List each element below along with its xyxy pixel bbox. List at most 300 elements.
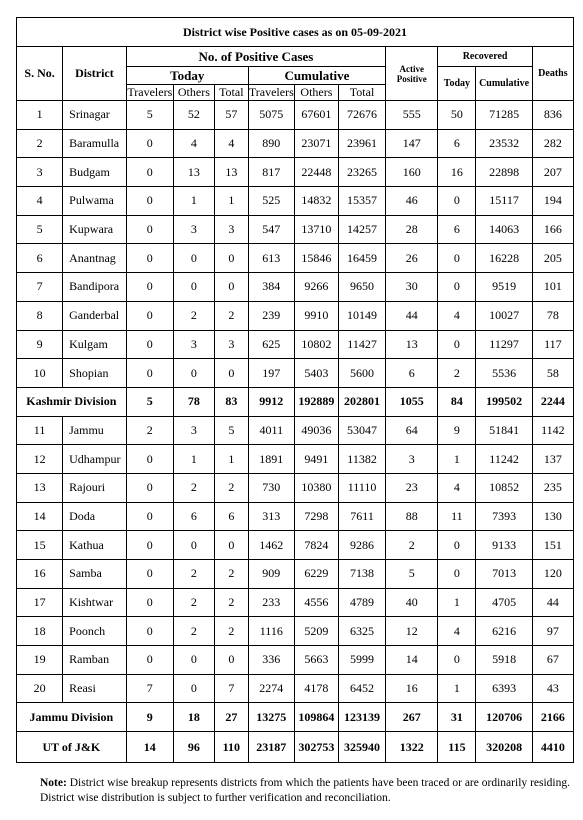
header-cumulative: Cumulative bbox=[248, 67, 385, 85]
table-cell: 23071 bbox=[294, 129, 338, 158]
table-cell: 2 bbox=[173, 560, 214, 589]
table-cell: 16 bbox=[438, 158, 476, 187]
table-cell: 9650 bbox=[338, 273, 385, 302]
table-cell: 890 bbox=[248, 129, 294, 158]
table-cell: 7393 bbox=[476, 502, 532, 531]
table-cell: 160 bbox=[386, 158, 438, 187]
table-cell: 130 bbox=[532, 502, 573, 531]
total-cell: 1322 bbox=[386, 732, 438, 763]
table-cell: 52 bbox=[173, 101, 214, 130]
total-label: Jammu Division bbox=[17, 703, 127, 732]
table-cell: 23265 bbox=[338, 158, 385, 187]
table-row bbox=[17, 215, 574, 244]
district-name: Srinagar bbox=[63, 101, 127, 130]
table-cell: 2 bbox=[214, 560, 248, 589]
district-name: Kishtwar bbox=[63, 588, 127, 617]
table-cell: 44 bbox=[532, 588, 573, 617]
table-cell: 0 bbox=[126, 215, 173, 244]
table-cell: 9 bbox=[17, 330, 63, 359]
table-cell: 0 bbox=[126, 445, 173, 474]
table-cell: 8 bbox=[17, 301, 63, 330]
total-cell: 109864 bbox=[294, 703, 338, 732]
table-cell: 0 bbox=[214, 273, 248, 302]
table-cell: 10852 bbox=[476, 473, 532, 502]
district-name: Doda bbox=[63, 502, 127, 531]
table-cell: 49036 bbox=[294, 416, 338, 445]
header-recovered-cumulative: Cumulative bbox=[476, 67, 532, 101]
table-cell: 4 bbox=[173, 129, 214, 158]
table-cell: 6 bbox=[438, 129, 476, 158]
table-cell: 0 bbox=[438, 646, 476, 675]
header-cum-others: Others bbox=[294, 85, 338, 101]
table-cell: 194 bbox=[532, 187, 573, 216]
table-cell: 2 bbox=[173, 588, 214, 617]
table-cell: 16 bbox=[17, 560, 63, 589]
table-cell: 137 bbox=[532, 445, 573, 474]
table-cell: 5 bbox=[126, 101, 173, 130]
total-label: UT of J&K bbox=[17, 732, 127, 763]
table-cell: 0 bbox=[126, 617, 173, 646]
table-cell: 13 bbox=[173, 158, 214, 187]
total-label: Kashmir Division bbox=[17, 387, 127, 416]
total-cell: 267 bbox=[386, 703, 438, 732]
table-cell: 15357 bbox=[338, 187, 385, 216]
table-cell: 7611 bbox=[338, 502, 385, 531]
table-cell: 11242 bbox=[476, 445, 532, 474]
table-cell: 72676 bbox=[338, 101, 385, 130]
positive-cases-table bbox=[16, 17, 574, 763]
table-row bbox=[17, 531, 574, 560]
table-cell: 16228 bbox=[476, 244, 532, 273]
total-cell: 2166 bbox=[532, 703, 573, 732]
table-cell: 205 bbox=[532, 244, 573, 273]
table-cell: 9 bbox=[438, 416, 476, 445]
table-cell: 15117 bbox=[476, 187, 532, 216]
table-cell: 1 bbox=[214, 445, 248, 474]
table-cell: 0 bbox=[173, 359, 214, 388]
table-cell: 13710 bbox=[294, 215, 338, 244]
table-cell: 5403 bbox=[294, 359, 338, 388]
footnote bbox=[40, 776, 570, 806]
table-cell: 0 bbox=[214, 359, 248, 388]
table-cell: 0 bbox=[126, 359, 173, 388]
table-cell: 5663 bbox=[294, 646, 338, 675]
table-cell: 0 bbox=[438, 531, 476, 560]
table-cell: 3 bbox=[214, 330, 248, 359]
table-cell: 2 bbox=[214, 617, 248, 646]
table-cell: 3 bbox=[173, 330, 214, 359]
table-cell: 0 bbox=[126, 502, 173, 531]
table-cell: 14257 bbox=[338, 215, 385, 244]
table-cell: 207 bbox=[532, 158, 573, 187]
header-recovered-today: Today bbox=[438, 67, 476, 101]
table-cell: 4 bbox=[17, 187, 63, 216]
table-cell: 0 bbox=[438, 330, 476, 359]
table-cell: 10802 bbox=[294, 330, 338, 359]
table-cell: 22898 bbox=[476, 158, 532, 187]
table-cell: 5209 bbox=[294, 617, 338, 646]
table-cell: 11382 bbox=[338, 445, 385, 474]
table-cell: 525 bbox=[248, 187, 294, 216]
table-cell: 19 bbox=[17, 646, 63, 675]
header-deaths: Deaths bbox=[532, 47, 573, 101]
total-cell: 14 bbox=[126, 732, 173, 763]
table-row bbox=[17, 617, 574, 646]
table-cell: 0 bbox=[173, 646, 214, 675]
table-cell: 5536 bbox=[476, 359, 532, 388]
table-cell: 6 bbox=[386, 359, 438, 388]
table-cell: 7 bbox=[126, 674, 173, 703]
table-cell: 14063 bbox=[476, 215, 532, 244]
total-cell: 123139 bbox=[338, 703, 385, 732]
table-cell: 2274 bbox=[248, 674, 294, 703]
table-cell: 1 bbox=[173, 445, 214, 474]
total-cell: 120706 bbox=[476, 703, 532, 732]
table-cell: 9491 bbox=[294, 445, 338, 474]
table-cell: 9910 bbox=[294, 301, 338, 330]
table-cell: 147 bbox=[386, 129, 438, 158]
table-cell: 0 bbox=[214, 531, 248, 560]
table-cell: 0 bbox=[214, 646, 248, 675]
total-cell: 84 bbox=[438, 387, 476, 416]
table-cell: 233 bbox=[248, 588, 294, 617]
table-cell: 2 bbox=[214, 473, 248, 502]
table-cell: 0 bbox=[126, 158, 173, 187]
table-cell: 1 bbox=[438, 674, 476, 703]
header-positive-cases: No. of Positive Cases bbox=[126, 47, 385, 67]
header-active-positive: Active Positive bbox=[386, 47, 438, 101]
table-cell: 10149 bbox=[338, 301, 385, 330]
table-cell: 1 bbox=[438, 588, 476, 617]
table-cell: 0 bbox=[438, 273, 476, 302]
table-cell: 166 bbox=[532, 215, 573, 244]
table-cell: 78 bbox=[532, 301, 573, 330]
table-cell: 64 bbox=[386, 416, 438, 445]
table-cell: 20 bbox=[17, 674, 63, 703]
ut-total-row bbox=[17, 732, 574, 763]
table-cell: 239 bbox=[248, 301, 294, 330]
total-cell: 110 bbox=[214, 732, 248, 763]
table-cell: 0 bbox=[126, 473, 173, 502]
table-cell: 3 bbox=[173, 416, 214, 445]
table-cell: 6 bbox=[214, 502, 248, 531]
table-cell: 6 bbox=[173, 502, 214, 531]
district-name: Ganderbal bbox=[63, 301, 127, 330]
header-sno: S. No. bbox=[17, 47, 63, 101]
table-cell: 16 bbox=[386, 674, 438, 703]
table-cell: 1 bbox=[173, 187, 214, 216]
district-name: Rajouri bbox=[63, 473, 127, 502]
table-cell: 1116 bbox=[248, 617, 294, 646]
table-cell: 0 bbox=[438, 244, 476, 273]
table-row bbox=[17, 416, 574, 445]
table-cell: 67601 bbox=[294, 101, 338, 130]
header-today-others: Others bbox=[173, 85, 214, 101]
total-cell: 192889 bbox=[294, 387, 338, 416]
total-cell: 78 bbox=[173, 387, 214, 416]
total-cell: 27 bbox=[214, 703, 248, 732]
table-cell: 58 bbox=[532, 359, 573, 388]
district-name: Baramulla bbox=[63, 129, 127, 158]
table-cell: 23532 bbox=[476, 129, 532, 158]
district-name: Samba bbox=[63, 560, 127, 589]
table-cell: 0 bbox=[173, 244, 214, 273]
total-cell: 4410 bbox=[532, 732, 573, 763]
table-cell: 26 bbox=[386, 244, 438, 273]
table-cell: 0 bbox=[173, 531, 214, 560]
table-cell: 101 bbox=[532, 273, 573, 302]
table-cell: 46 bbox=[386, 187, 438, 216]
table-cell: 817 bbox=[248, 158, 294, 187]
table-row bbox=[17, 674, 574, 703]
table-cell: 555 bbox=[386, 101, 438, 130]
table-cell: 9519 bbox=[476, 273, 532, 302]
table-cell: 2 bbox=[173, 301, 214, 330]
table-cell: 9133 bbox=[476, 531, 532, 560]
table-cell: 30 bbox=[386, 273, 438, 302]
table-cell: 730 bbox=[248, 473, 294, 502]
table-cell: 3 bbox=[17, 158, 63, 187]
table-cell: 14 bbox=[386, 646, 438, 675]
total-cell: 199502 bbox=[476, 387, 532, 416]
table-cell: 97 bbox=[532, 617, 573, 646]
table-cell: 6216 bbox=[476, 617, 532, 646]
table-cell: 88 bbox=[386, 502, 438, 531]
table-cell: 0 bbox=[173, 273, 214, 302]
table-cell: 0 bbox=[126, 129, 173, 158]
table-row bbox=[17, 101, 574, 130]
district-name: Jammu bbox=[63, 416, 127, 445]
table-cell: 0 bbox=[438, 560, 476, 589]
table-cell: 7138 bbox=[338, 560, 385, 589]
total-cell: 325940 bbox=[338, 732, 385, 763]
table-cell: 2 bbox=[173, 617, 214, 646]
table-row bbox=[17, 129, 574, 158]
note-text: District wise breakup represents districts from which the patients have been traced or are ordinarily residing. District wise distribution is subject to further verification and reconciliation. bbox=[40, 777, 570, 804]
table-cell: 2 bbox=[214, 588, 248, 617]
table-cell: 1891 bbox=[248, 445, 294, 474]
table-cell: 197 bbox=[248, 359, 294, 388]
table-cell: 2 bbox=[214, 301, 248, 330]
table-cell: 1 bbox=[17, 101, 63, 130]
jammu-division-total-row bbox=[17, 703, 574, 732]
table-cell: 4178 bbox=[294, 674, 338, 703]
total-cell: 302753 bbox=[294, 732, 338, 763]
total-cell: 115 bbox=[438, 732, 476, 763]
table-cell: 5 bbox=[386, 560, 438, 589]
table-cell: 1 bbox=[214, 187, 248, 216]
total-cell: 13275 bbox=[248, 703, 294, 732]
table-cell: 836 bbox=[532, 101, 573, 130]
table-cell: 3 bbox=[214, 215, 248, 244]
table-cell: 4 bbox=[438, 473, 476, 502]
table-cell: 11 bbox=[438, 502, 476, 531]
table-row bbox=[17, 588, 574, 617]
table-cell: 15 bbox=[17, 531, 63, 560]
table-row bbox=[17, 330, 574, 359]
table-row bbox=[17, 273, 574, 302]
table-cell: 5999 bbox=[338, 646, 385, 675]
total-cell: 18 bbox=[173, 703, 214, 732]
table-cell: 6393 bbox=[476, 674, 532, 703]
table-cell: 14 bbox=[17, 502, 63, 531]
table-cell: 6 bbox=[17, 244, 63, 273]
table-cell: 5 bbox=[214, 416, 248, 445]
header-district: District bbox=[63, 47, 127, 101]
table-cell: 4011 bbox=[248, 416, 294, 445]
table-cell: 151 bbox=[532, 531, 573, 560]
table-cell: 14832 bbox=[294, 187, 338, 216]
district-name: Kathua bbox=[63, 531, 127, 560]
table-cell: 16459 bbox=[338, 244, 385, 273]
table-cell: 1462 bbox=[248, 531, 294, 560]
header-cum-travelers: Travelers bbox=[248, 85, 294, 99]
table-cell: 0 bbox=[126, 646, 173, 675]
table-cell: 53047 bbox=[338, 416, 385, 445]
table-cell: 0 bbox=[173, 674, 214, 703]
total-cell: 2244 bbox=[532, 387, 573, 416]
district-name: Shopian bbox=[63, 359, 127, 388]
table-cell: 0 bbox=[126, 330, 173, 359]
table-cell: 1 bbox=[438, 445, 476, 474]
table-cell: 3 bbox=[173, 215, 214, 244]
table-cell: 23961 bbox=[338, 129, 385, 158]
header-today-travelers: Travelers bbox=[127, 85, 173, 99]
table-cell: 9286 bbox=[338, 531, 385, 560]
table-cell: 11427 bbox=[338, 330, 385, 359]
total-cell: 83 bbox=[214, 387, 248, 416]
table-row bbox=[17, 473, 574, 502]
district-name: Reasi bbox=[63, 674, 127, 703]
table-cell: 4789 bbox=[338, 588, 385, 617]
table-cell: 4 bbox=[438, 301, 476, 330]
table-cell: 909 bbox=[248, 560, 294, 589]
table-row bbox=[17, 445, 574, 474]
table-row bbox=[17, 244, 574, 273]
table-cell: 10380 bbox=[294, 473, 338, 502]
table-cell: 57 bbox=[214, 101, 248, 130]
district-name: Anantnag bbox=[63, 244, 127, 273]
table-cell: 43 bbox=[532, 674, 573, 703]
table-cell: 71285 bbox=[476, 101, 532, 130]
table-cell: 7013 bbox=[476, 560, 532, 589]
table-cell: 0 bbox=[126, 187, 173, 216]
table-cell: 117 bbox=[532, 330, 573, 359]
table-cell: 13 bbox=[214, 158, 248, 187]
header-today: Today bbox=[126, 67, 248, 85]
total-cell: 96 bbox=[173, 732, 214, 763]
table-cell: 10027 bbox=[476, 301, 532, 330]
table-cell: 40 bbox=[386, 588, 438, 617]
table-cell: 0 bbox=[126, 531, 173, 560]
table-row bbox=[17, 158, 574, 187]
table-cell: 12 bbox=[17, 445, 63, 474]
total-cell: 5 bbox=[126, 387, 173, 416]
table-cell: 13 bbox=[17, 473, 63, 502]
header-today-total: Total bbox=[214, 85, 248, 101]
table-cell: 11110 bbox=[338, 473, 385, 502]
table-cell: 2 bbox=[386, 531, 438, 560]
table-cell: 23 bbox=[386, 473, 438, 502]
table-cell: 12 bbox=[386, 617, 438, 646]
table-cell: 5600 bbox=[338, 359, 385, 388]
table-cell: 28 bbox=[386, 215, 438, 244]
total-cell: 9 bbox=[126, 703, 173, 732]
total-cell: 9912 bbox=[248, 387, 294, 416]
table-cell: 5 bbox=[17, 215, 63, 244]
table-cell: 2 bbox=[126, 416, 173, 445]
table-cell: 4705 bbox=[476, 588, 532, 617]
table-cell: 6325 bbox=[338, 617, 385, 646]
table-row bbox=[17, 187, 574, 216]
table-cell: 67 bbox=[532, 646, 573, 675]
table-cell: 13 bbox=[386, 330, 438, 359]
table-row bbox=[17, 359, 574, 388]
table-cell: 7824 bbox=[294, 531, 338, 560]
table-cell: 11297 bbox=[476, 330, 532, 359]
table-cell: 625 bbox=[248, 330, 294, 359]
table-cell: 282 bbox=[532, 129, 573, 158]
table-cell: 2 bbox=[173, 473, 214, 502]
district-name: Poonch bbox=[63, 617, 127, 646]
table-row bbox=[17, 301, 574, 330]
table-cell: 613 bbox=[248, 244, 294, 273]
table-cell: 4 bbox=[438, 617, 476, 646]
table-cell: 313 bbox=[248, 502, 294, 531]
table-cell: 0 bbox=[438, 187, 476, 216]
table-cell: 2 bbox=[17, 129, 63, 158]
table-cell: 547 bbox=[248, 215, 294, 244]
header-cum-total: Total bbox=[338, 85, 385, 101]
total-cell: 23187 bbox=[248, 732, 294, 763]
district-name: Kupwara bbox=[63, 215, 127, 244]
table-cell: 17 bbox=[17, 588, 63, 617]
table-cell: 5075 bbox=[248, 101, 294, 130]
note-label: Note: bbox=[40, 777, 67, 789]
district-name: Budgam bbox=[63, 158, 127, 187]
table-cell: 10 bbox=[17, 359, 63, 388]
table-cell: 120 bbox=[532, 560, 573, 589]
table-cell: 7 bbox=[214, 674, 248, 703]
table-cell: 7 bbox=[17, 273, 63, 302]
header-recovered: Recovered bbox=[438, 47, 532, 67]
table-cell: 336 bbox=[248, 646, 294, 675]
table-row bbox=[17, 502, 574, 531]
table-cell: 51841 bbox=[476, 416, 532, 445]
kashmir-division-total-row bbox=[17, 387, 574, 416]
table-cell: 6452 bbox=[338, 674, 385, 703]
table-cell: 22448 bbox=[294, 158, 338, 187]
district-name: Ramban bbox=[63, 646, 127, 675]
table-cell: 4 bbox=[214, 129, 248, 158]
table-cell: 6229 bbox=[294, 560, 338, 589]
total-cell: 320208 bbox=[476, 732, 532, 763]
table-cell: 4556 bbox=[294, 588, 338, 617]
table-title: District wise Positive cases as on 05-09-2021 bbox=[17, 18, 574, 47]
table-cell: 5918 bbox=[476, 646, 532, 675]
table-cell: 0 bbox=[126, 301, 173, 330]
total-cell: 202801 bbox=[338, 387, 385, 416]
total-cell: 1055 bbox=[386, 387, 438, 416]
table-row bbox=[17, 646, 574, 675]
table-cell: 3 bbox=[386, 445, 438, 474]
district-name: Kulgam bbox=[63, 330, 127, 359]
total-cell: 31 bbox=[438, 703, 476, 732]
table-cell: 44 bbox=[386, 301, 438, 330]
table-cell: 7298 bbox=[294, 502, 338, 531]
table-cell: 15846 bbox=[294, 244, 338, 273]
district-name: Bandipora bbox=[63, 273, 127, 302]
